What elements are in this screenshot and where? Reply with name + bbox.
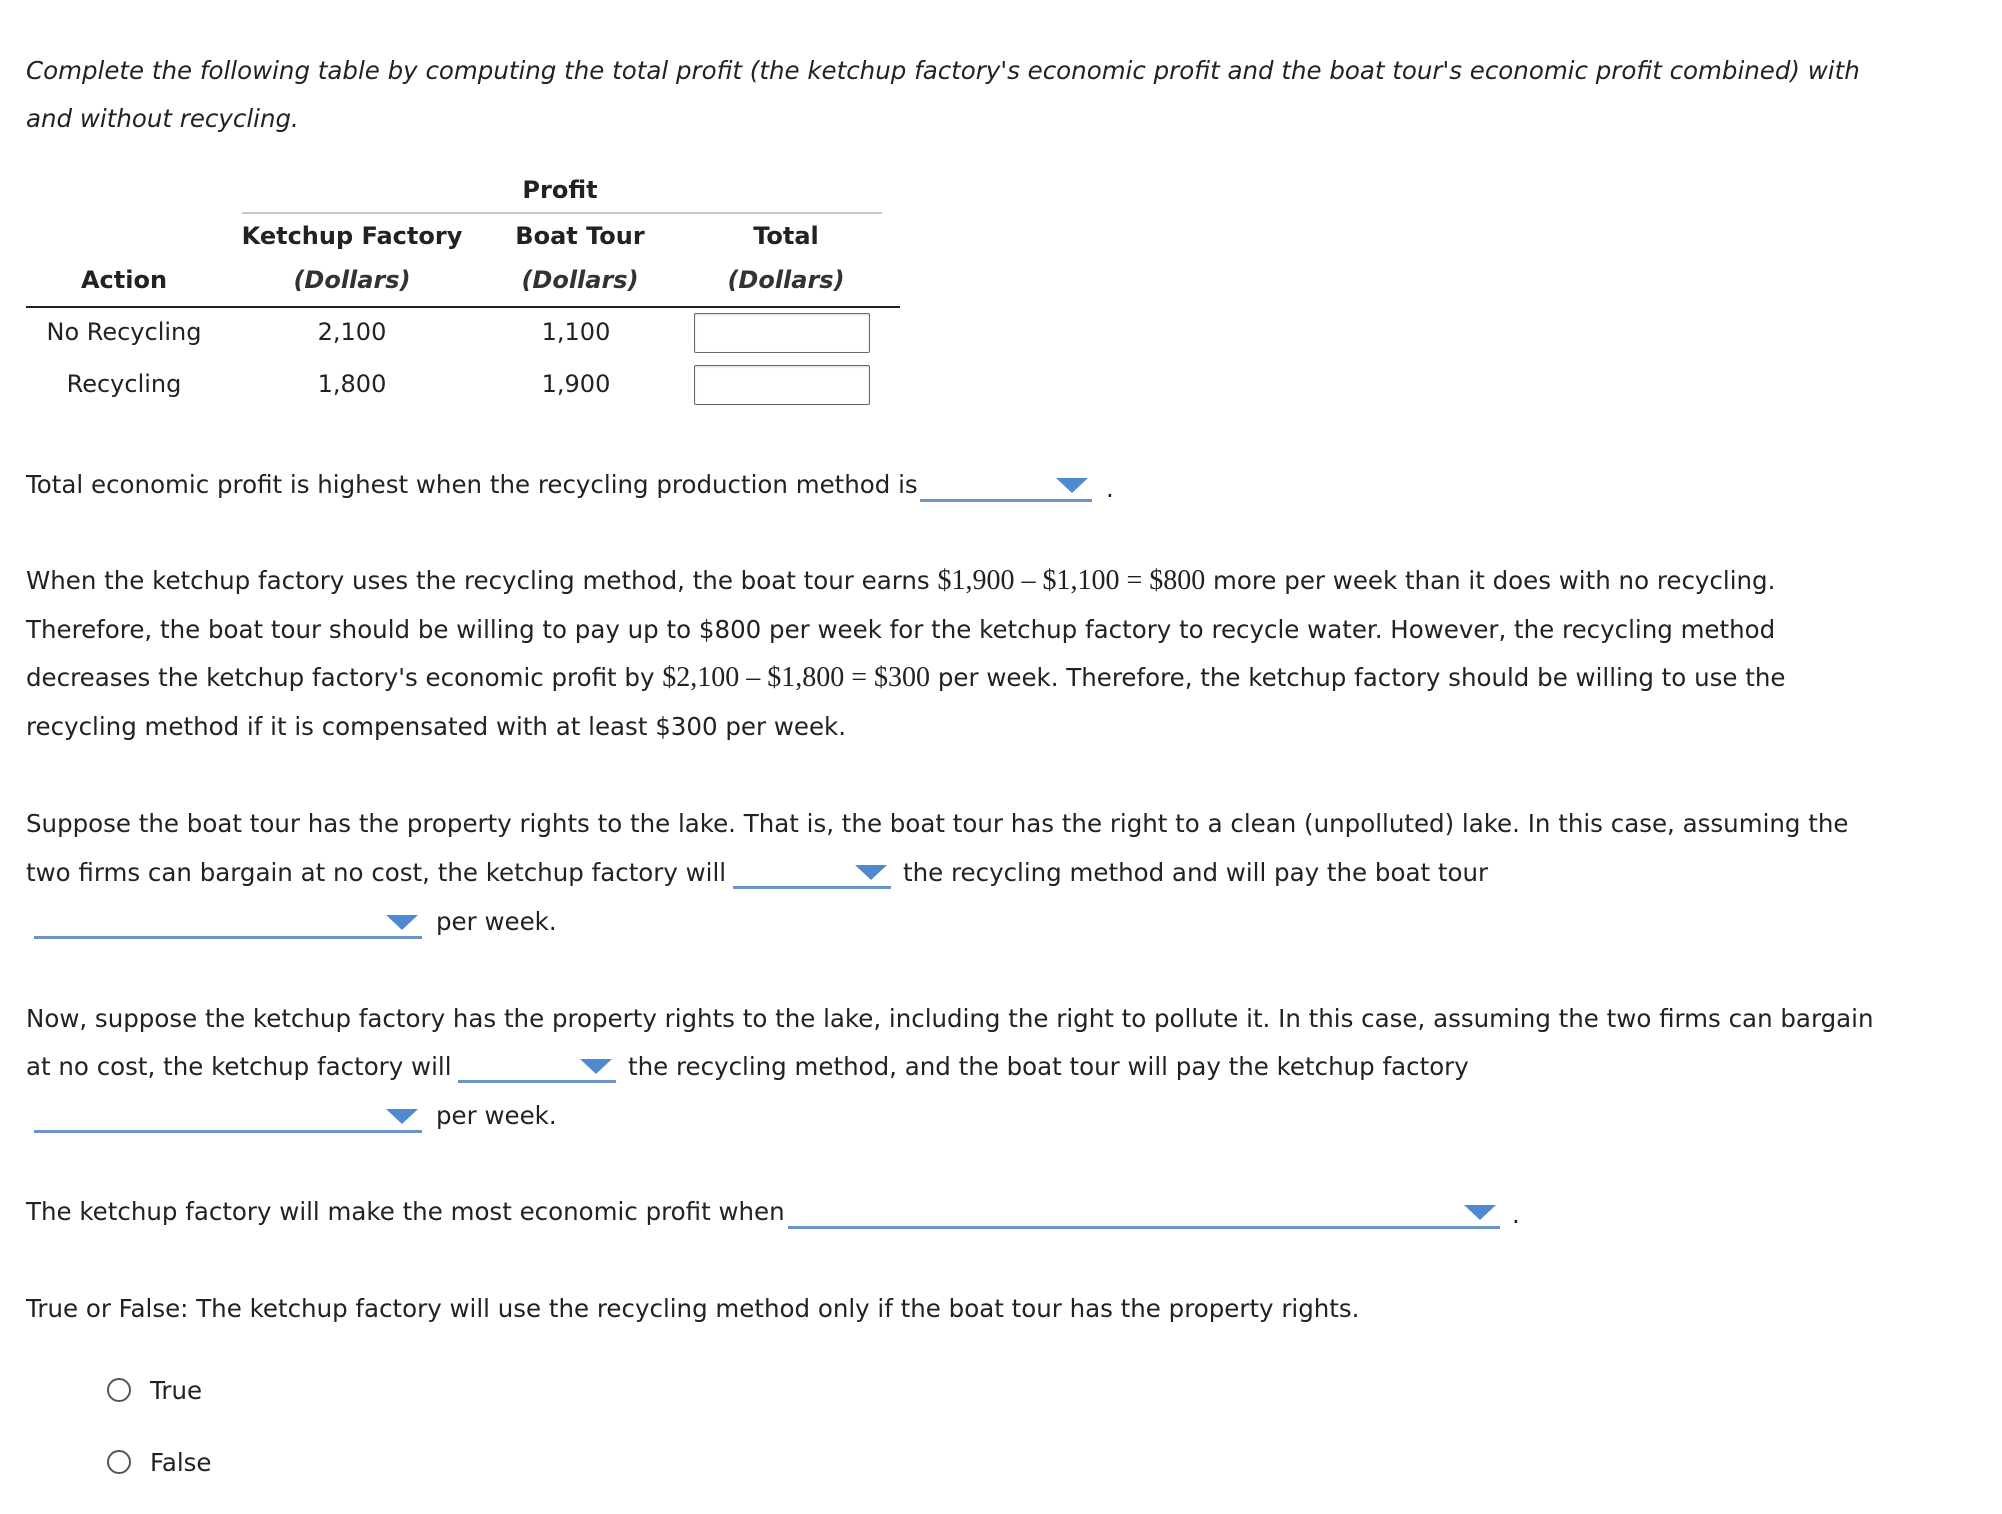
row-action: Recycling [66,370,182,398]
q2-line-1: Suppose the boat tour has the property rights to the lake. That is, the boat tour has the right to a clean (unpolluted) lake. In this case, assuming the [26,809,1849,838]
q3-line-2b: the recycling method, and the boat tour will pay the ketchup factory [628,1052,1469,1081]
q4-text: The ketchup factory will make the most economic profit when [26,1197,785,1226]
q2-action-dropdown[interactable] [733,856,891,889]
intro-line-2: and without recycling. [26,104,299,133]
row-boat-profit: 1,100 [541,318,611,346]
q2-amount-dropdown[interactable] [34,906,422,939]
q3-line-1: Now, suppose the ketchup factory has the property rights to the lake, including the right to pollute it. In this case, assuming the two firms can bargain [26,1004,1874,1033]
col-header-total: Total [753,222,819,250]
q3-amount-dropdown[interactable] [34,1100,422,1133]
profit-header-rule [242,212,882,214]
radio-false[interactable] [107,1450,131,1474]
explain-text: When the ketchup factory uses the recycling method, the boat tour earns [26,566,930,595]
explain-line-2: Therefore, the boat tour should be willing to pay up to $800 per week for the ketchup factory to recycle water. However, the recycling method [26,615,1776,644]
q3-line-2a: at no cost, the ketchup factory will [26,1052,452,1081]
table-header-rule [26,306,900,308]
explain-math: $2,100 – $1,800 = $300 [662,662,931,693]
explain-text: decreases the ketchup factory's economic profit by [26,663,655,692]
explain-text: more per week than it does with no recycling. [1213,566,1776,595]
q3-action-dropdown[interactable] [458,1050,616,1083]
q2-line-2a: two firms can bargain at no cost, the ketchup factory will [26,858,727,887]
radio-true[interactable] [107,1378,131,1402]
profit-header: Profit [522,176,598,204]
q4-period: . [1512,1200,1520,1229]
col-unit-total: (Dollars) [727,266,845,294]
total-input-recycling[interactable] [694,365,870,405]
col-header-boat: Boat Tour [515,222,645,250]
col-header-action: Action [80,266,168,294]
chevron-down-icon [855,865,887,880]
q2-line-3: per week. [436,907,557,936]
col-unit-boat: (Dollars) [521,266,639,294]
total-input-no-recycling[interactable] [694,313,870,353]
q2-line-2b: the recycling method and will pay the boat tour [903,858,1489,887]
intro-line-1: Complete the following table by computing the total profit (the ketchup factory's economic profit and the boat tour's economic profit combined) with [26,56,1860,85]
chevron-down-icon [1056,478,1088,493]
q5-text: True or False: The ketchup factory will use the recycling method only if the boat tour has the property rights. [26,1294,1360,1323]
q1-dropdown[interactable] [920,469,1092,502]
chevron-down-icon [1464,1205,1496,1220]
chevron-down-icon [386,915,418,930]
row-boat-profit: 1,900 [541,370,611,398]
chevron-down-icon [386,1109,418,1124]
q1-period: . [1106,474,1114,503]
explain-line-4: recycling method if it is compensated with at least $300 per week. [26,712,846,741]
q3-line-3: per week. [436,1101,557,1130]
chevron-down-icon [580,1059,612,1074]
explain-line-1 [26,566,1775,596]
q1-text: Total economic profit is highest when the recycling production method is [26,470,918,499]
col-header-ketchup: Ketchup Factory [241,222,463,250]
radio-false-label[interactable]: False [150,1448,212,1477]
q4-dropdown[interactable] [788,1196,1500,1229]
row-action: No Recycling [46,318,202,346]
explain-math: $1,900 – $1,100 = $800 [937,565,1206,596]
col-unit-ketchup: (Dollars) [293,266,411,294]
explain-text: per week. Therefore, the ketchup factory should be willing to use the [937,663,1786,692]
explain-line-3 [26,663,1785,693]
row-ketchup-profit: 1,800 [317,370,387,398]
row-ketchup-profit: 2,100 [317,318,387,346]
radio-true-label[interactable]: True [150,1376,203,1405]
